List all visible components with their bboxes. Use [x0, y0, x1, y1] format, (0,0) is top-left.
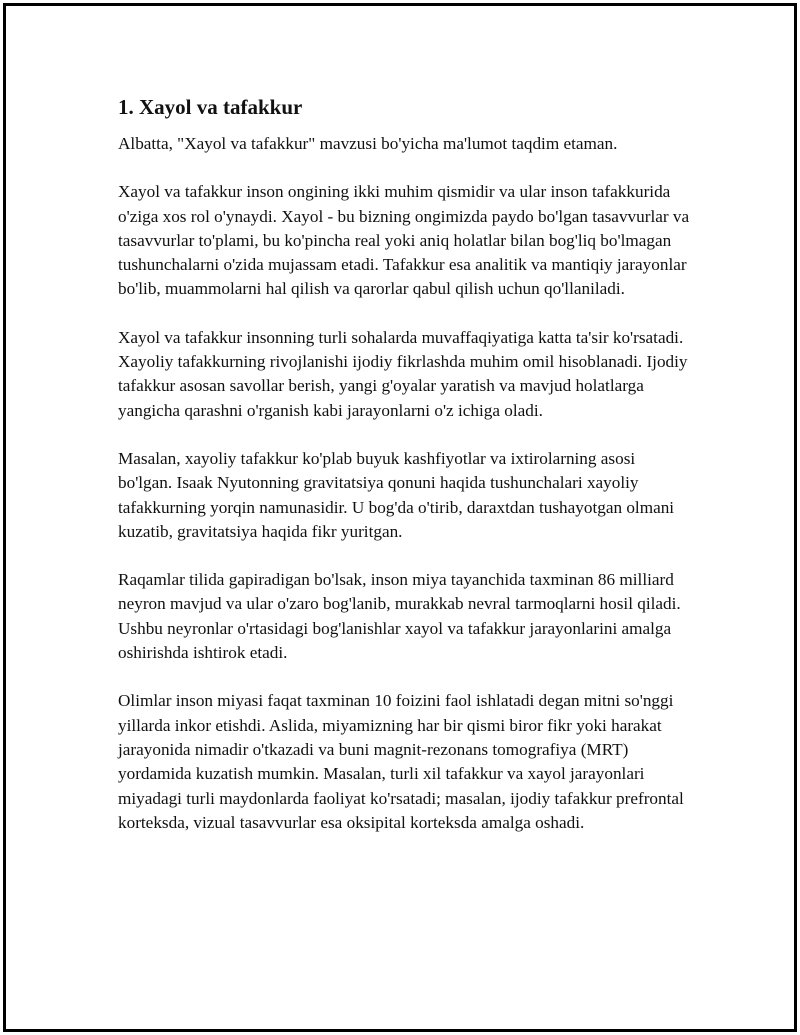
paragraph-neurons: Raqamlar tilida gapiradigan bo'lsak, inson miya tayanchida taxminan 86 milliard neyron mavjud va ular o'zaro bog'lanib, murakkab nevral tarmoqlarni hosil qiladi. Ushbu neyronlar o'rtasidagi bog'lanishlar xayol va tafakkur jarayonlarini amalga oshirishda ishtirok etadi.	[118, 570, 681, 663]
document-body	[118, 92, 690, 859]
section-heading: 1. Xayol va tafakkur	[118, 95, 303, 119]
paragraph-success: Xayol va tafakkur insonning turli sohalarda muvaffaqiyatiga katta ta'sir ko'rsatadi. Xayoliy tafakkurning rivojlanishi ijodiy fikrlashda muhim omil hisoblanadi. Ijodiy tafakkur asosan savollar berish, yangi g'oyalar yaratish va mavjud holatlarga yangicha qarashni o'rganish kabi jarayonlarni o'z ichiga oladi.	[118, 327, 688, 420]
paragraph-intro: Albatta, "Xayol va tafakkur" mavzusi bo'yicha ma'lumot taqdim etaman.	[118, 134, 618, 153]
paragraph-brain-myth: Olimlar inson miyasi faqat taxminan 10 foizini faol ishlatadi degan mitni so'nggi yillarda inkor etishdi. Aslida, miyamizning har bir qismi biror fikr yoki harakat jarayonida nimadir o'tkazadi va buni magnit-rezonans tomografiya (MRT) yordamida kuzatish mumkin. Masalan, turli xil tafakkur va xayol jarayonlari miyadagi turli maydonlarda faoliyat ko'rsatadi; masalan, ijodiy tafakkur prefrontal korteksda, vizual tasavvurlar esa oksipital korteksda amalga oshadi.	[118, 691, 684, 832]
paragraph-definition: Xayol va tafakkur inson ongining ikki muhim qismidir va ular inson tafakkurida o'ziga xos rol o'ynaydi. Xayol - bu bizning ongimizda paydo bo'lgan tasavvurlar va tasavvurlar to'plami, bu ko'pincha real yoki aniq holatlar bilan bog'liq bo'lmagan tushunchalarni o'zida mujassam etadi. Tafakkur esa analitik va mantiqiy jarayonlar bo'lib, muammolarni hal qilish va qarorlar qabul qilish uchun qo'llaniladi.	[118, 182, 690, 299]
paragraph-example-newton: Masalan, xayoliy tafakkur ko'plab buyuk kashfiyotlar va ixtirolarning asosi bo'lgan. Isaak Nyutonning gravitatsiya qonuni haqida tushunchalari xayoliy tafakkurning yorqin namunasidir. U bog'da o'tirib, daraxtdan tushayotgan olmani kuzatib, gravitatsiya haqida fikr yuritgan.	[118, 448, 675, 541]
